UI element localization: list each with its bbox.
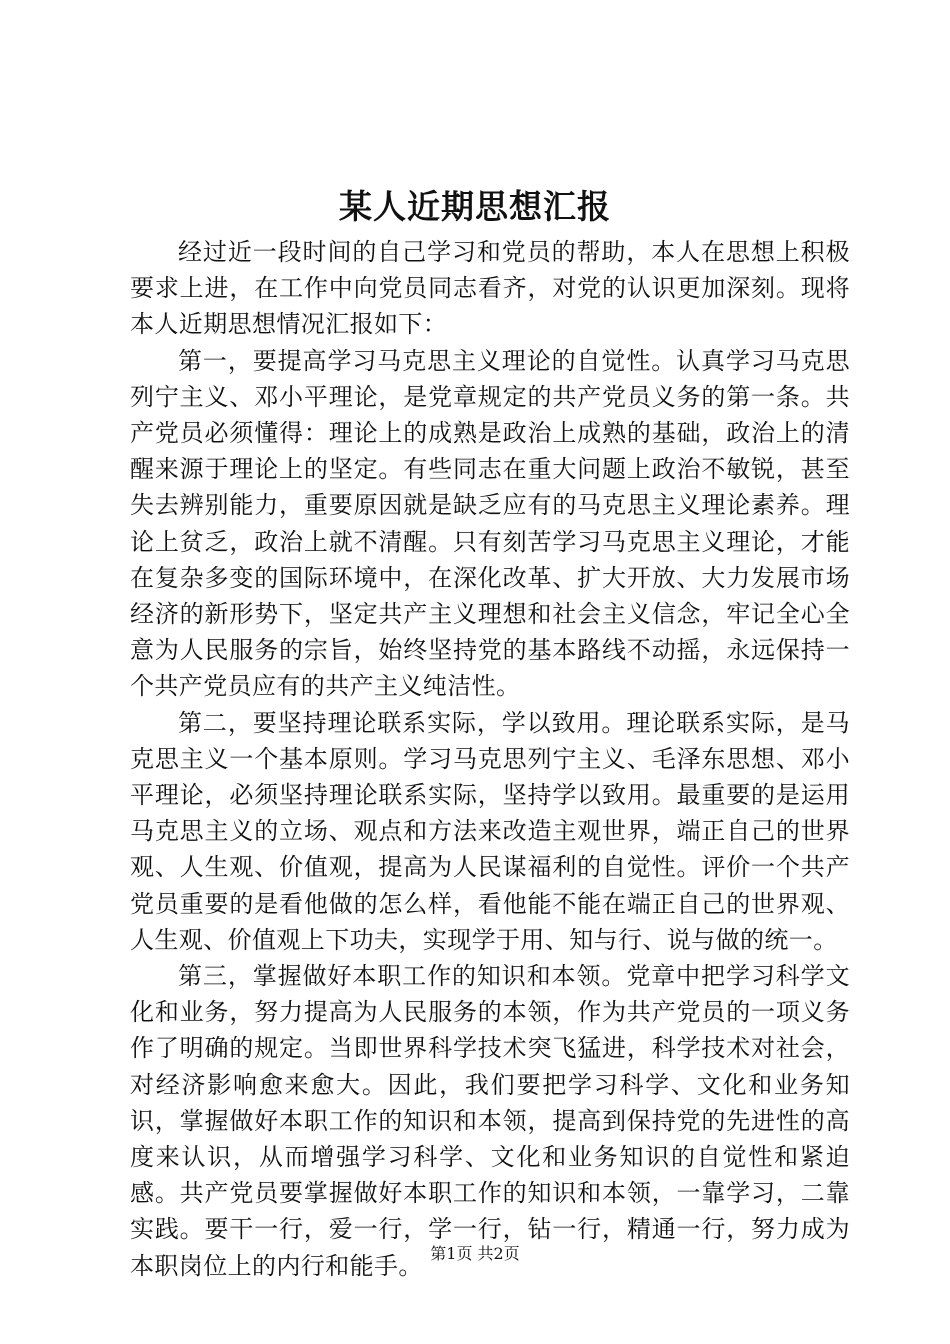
page-number-footer: 第1页 共2页 <box>430 1244 520 1263</box>
paragraph-intro: 经过近一段时间的自己学习和党员的帮助，本人在思想上积极要求上进，在工作中向党员同志看齐，对党的认识更加深刻。现将本人近期思想情况汇报如下： <box>130 238 850 339</box>
paragraph-second-point: 第二，要坚持理论联系实际，学以致用。理论联系实际，是马克思主义一个基本原则。学习马克思列宁主义、毛泽东思想、邓小平理论，必须坚持理论联系实际，坚持学以致用。最重要的是运用马克思主义的立场、观点和方法来改造主观世界，端正自己的世界观、人生观、价值观，提高为人民谋福利的自觉性。评价一个共产党员重要的是看他做的怎么样，看他能不能在端正自己的世界观、人生观、价值观上下功夫，实现学于用、知与行、说与做的统一。 <box>130 708 850 954</box>
paragraph-third-point: 第三，掌握做好本职工作的知识和本领。党章中把学习科学文化和业务，努力提高为人民服务的本领，作为共产党员的一项义务作了明确的规定。当即世界科学技术突飞猛进，科学技术对社会，对经济影响愈来愈大。因此，我们要把学习科学、文化和业务知识，掌握做好本职工作的知识和本领，提高到保持党的先进性的高度来认识，从而增强学习科学、文化和业务知识的自觉性和紧迫感。共产党员要掌握做好本职工作的知识和本领，一靠学习，二靠实践。要干一行，爱一行，学一行，钻一行，精通一行，努力成为本职岗位上的内行和能手。 <box>130 962 850 1280</box>
paragraph-first-point: 第一，要提高学习马克思主义理论的自觉性。认真学习马克思列宁主义、邓小平理论，是党章规定的共产党员义务的第一条。共产党员必须懂得：理论上的成熟是政治上成熟的基础，政治上的清醒来源于理论上的坚定。有些同志在重大问题上政治不敏锐，甚至失去辨别能力，重要原因就是缺乏应有的马克思主义理论素养。理论上贫乏，政治上就不清醒。只有刻苦学习马克思主义理论，才能在复杂多变的国际环境中，在深化改革、扩大开放、大力发展市场经济的新形势下，坚定共产主义理想和社会主义信念，牢记全心全意为人民服务的宗旨，始终坚持党的基本路线不动摇，永远保持一个共产党员应有的共产主义纯洁性。 <box>130 346 850 701</box>
document-title: 某人近期思想汇报 <box>339 187 611 226</box>
document-body <box>130 234 850 1284</box>
